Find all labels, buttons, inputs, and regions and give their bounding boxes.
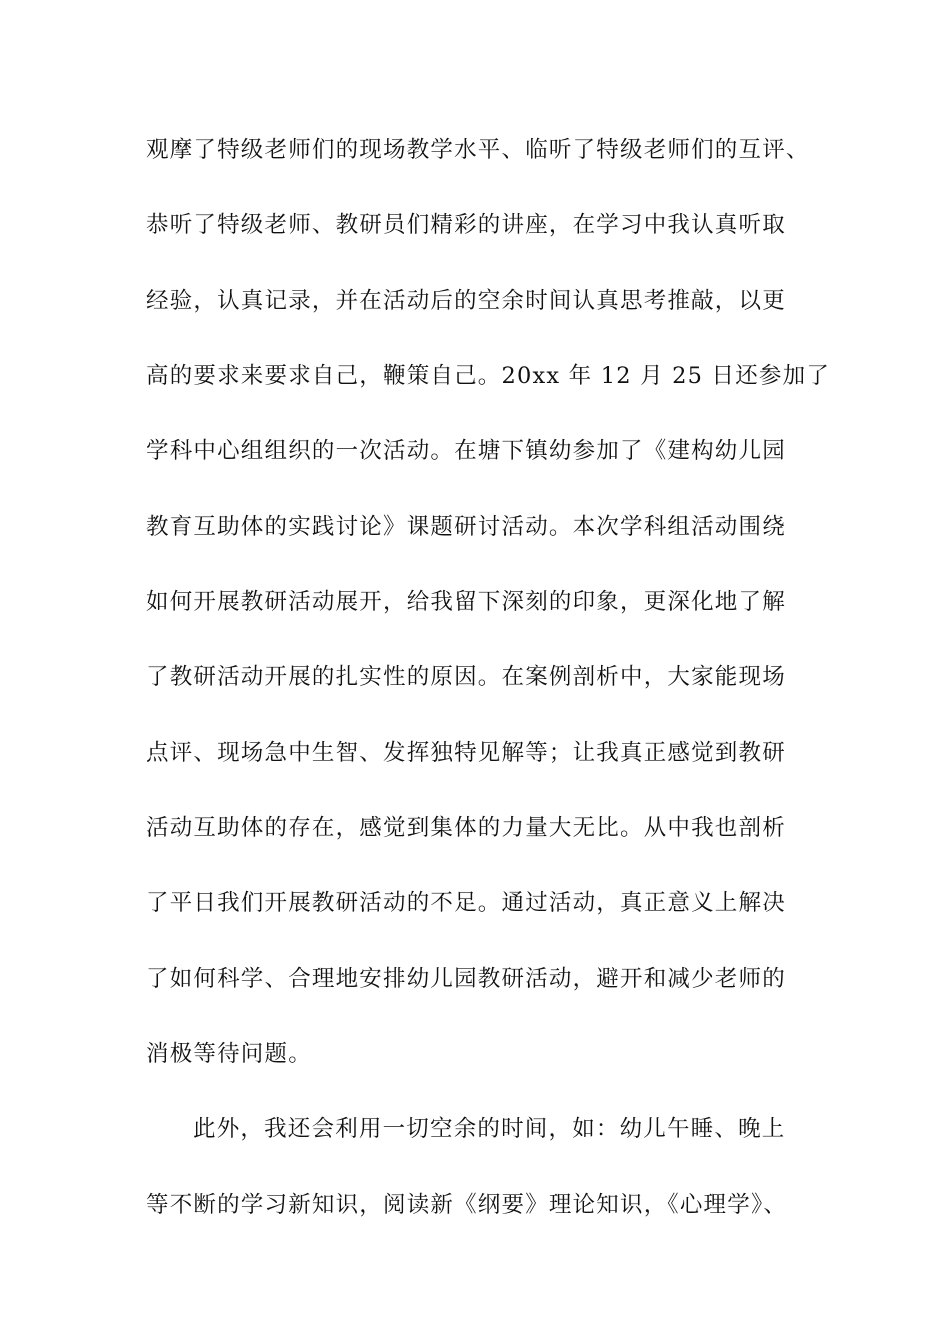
paragraph-1-line-10: 活动互助体的存在，感觉到集体的力量大无比。从中我也剖析: [146, 815, 786, 841]
paragraph-1-line-11: 了平日我们开展教研活动的不足。通过活动，真正意义上解决: [146, 890, 786, 916]
paragraph-2-line-2: 等不断的学习新知识，阅读新《纲要》理论知识，《心理学》、: [146, 1192, 788, 1218]
paragraph-1-line-8: 了教研活动开展的扎实性的原因。在案例剖析中，大家能现场: [146, 664, 786, 690]
paragraph-1-line-4: 高的要求来要求自己，鞭策自己。20xx 年 12 月 25 日还参加了: [146, 363, 831, 389]
paragraph-1-line-3: 经验，认真记录，并在活动后的空余时间认真思考推敲，以更: [146, 288, 786, 314]
paragraph-1-line-7: 如何开展教研活动展开，给我留下深刻的印象，更深化地了解: [146, 589, 786, 615]
paragraph-1-line-6: 教育互助体的实践讨论》课题研讨活动。本次学科组活动围绕: [146, 514, 786, 540]
paragraph-1-line-2: 恭听了特级老师、教研员们精彩的讲座，在学习中我认真听取: [146, 212, 786, 238]
paragraph-1-line-13: 消极等待问题。: [146, 1041, 312, 1067]
paragraph-1-line-9: 点评、现场急中生智、发挥独特见解等；让我真正感觉到教研: [146, 740, 786, 766]
paragraph-1-line-1: 观摩了特级老师们的现场教学水平、临听了特级老师们的互评、: [146, 137, 810, 163]
paragraph-1-line-12: 了如何科学、合理地安排幼儿园教研活动，避开和减少老师的: [146, 966, 786, 992]
paragraph-1-line-5: 学科中心组组织的一次活动。在塘下镇幼参加了《建构幼儿园: [146, 438, 786, 464]
paragraph-2-line-1: 此外，我还会利用一切空余的时间，如：幼儿午睡、晚上: [193, 1116, 786, 1142]
